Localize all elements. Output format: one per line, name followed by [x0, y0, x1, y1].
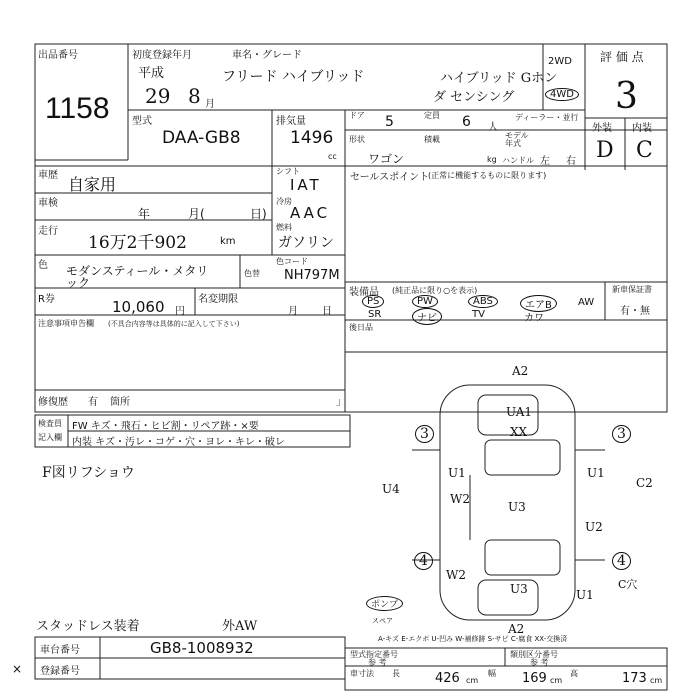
- inspector-row-1: FW キズ・飛石・ヒビ割・リペア跡・×要: [72, 421, 259, 432]
- reg-no-label: 登録番号: [40, 666, 80, 677]
- mark-a2-bottom: A2: [508, 622, 525, 636]
- mark-u3-rear: U3: [510, 582, 528, 596]
- equip-sr: SR: [368, 309, 382, 320]
- first-reg-month: 8: [188, 84, 201, 108]
- mileage-value: 16万2千902: [88, 233, 187, 253]
- history-label: 車歴: [38, 170, 58, 181]
- notes-sub: (不具合内容等は具体的に記入して下さい): [108, 320, 240, 328]
- hgt-label: 高: [570, 669, 578, 678]
- equipment-note: (純正品に限り○を表示): [392, 286, 478, 295]
- mark-u1-rear: U1: [576, 588, 594, 602]
- warranty-label: 新車保証書: [612, 285, 652, 294]
- after-goods-label: 後日品: [349, 323, 373, 332]
- kg-unit: kg: [487, 155, 497, 164]
- ref-1: 参 考: [368, 658, 387, 667]
- repair-value: 有: [88, 397, 98, 408]
- tire-fr: 3: [612, 425, 631, 443]
- name-change-month: 月: [288, 306, 298, 317]
- equip-tv: TV: [472, 309, 485, 320]
- name-change-label: 名変期限: [198, 294, 238, 305]
- alloy-note: 外AW: [222, 619, 258, 634]
- height-cm: cm: [650, 676, 663, 685]
- model-designation-label: 型式指定番号: [350, 650, 398, 659]
- height-value: 173: [622, 671, 647, 686]
- drive-2wd: 2WD: [548, 56, 572, 67]
- inspection-label: 車検: [38, 198, 58, 209]
- mark-u1-right: U1: [587, 466, 605, 480]
- shift-value: IAT: [290, 176, 322, 194]
- doors-label: ドア: [349, 111, 365, 120]
- len-label: 長: [392, 669, 400, 678]
- mark-u1-left: U1: [448, 466, 466, 480]
- ac-value: AAC: [290, 204, 331, 222]
- repair-label: 修復歴: [38, 397, 68, 408]
- lot-label: 出品番号: [38, 50, 78, 61]
- displacement-value: 1496: [290, 128, 334, 148]
- x-mark: ×: [12, 662, 23, 676]
- equip-airbag: エアB: [520, 295, 557, 312]
- length-value: 426: [435, 671, 460, 686]
- capacity-value: 6: [462, 114, 471, 130]
- notes-label: 注意事項申告欄: [38, 319, 94, 328]
- car-name-label: 車名・グレード: [232, 50, 302, 61]
- dealer-label: ディーラー・並行: [515, 113, 579, 122]
- grade-line1: ハイブリッド Gホン: [440, 71, 558, 86]
- inspector-label-1: 検査員: [38, 419, 62, 428]
- name-change-day: 日: [322, 306, 332, 317]
- color-value-2: ック: [66, 276, 91, 290]
- inspection-day: 日): [250, 207, 267, 221]
- handle-label: ハンドル: [502, 156, 534, 165]
- mark-xx: XX: [510, 425, 528, 439]
- drive-4wd: 4WD: [545, 88, 579, 101]
- doors-value: 5: [385, 114, 394, 130]
- spare-label: スペア: [372, 617, 393, 625]
- handle-right: 右: [566, 156, 576, 167]
- equip-ps: PS: [362, 295, 384, 308]
- first-reg-year: 29: [145, 84, 171, 108]
- equip-leather: カワ: [524, 313, 544, 324]
- model-label: 型式: [132, 116, 152, 127]
- capacity-unit: 人: [488, 122, 498, 133]
- mark-c2: C2: [636, 476, 653, 490]
- tire-fl: 3: [415, 425, 434, 443]
- length-cm: cm: [466, 676, 479, 685]
- chassis-value: GB8-1008932: [150, 639, 254, 657]
- mark-u2: U2: [585, 520, 603, 534]
- evaluation-label: 評 価 点: [600, 50, 644, 64]
- model-year-label: モデル年式: [505, 131, 529, 148]
- car-name: フリード ハイブリッド: [222, 69, 365, 85]
- era: 平成: [138, 66, 165, 81]
- history-value: 自家用: [68, 175, 117, 194]
- width-value: 169: [522, 671, 547, 686]
- capacity-label: 定員: [424, 111, 440, 120]
- tire-rl: 4: [414, 552, 433, 570]
- mark-w2-left: W2: [450, 492, 470, 506]
- mark-w2-rear: W2: [446, 568, 466, 582]
- month-unit: 月: [205, 99, 215, 110]
- lot-number: 1158: [45, 92, 110, 125]
- ac-label: 冷房: [276, 197, 292, 206]
- inspection-year: 年: [138, 207, 151, 221]
- exterior-label: 外装: [592, 123, 612, 134]
- color-label: 色: [38, 260, 48, 271]
- inspection-month: 月(: [188, 207, 205, 221]
- equipment-label: 装備品: [349, 287, 379, 298]
- width-cm: cm: [550, 676, 563, 685]
- recycle-value: 10,060: [112, 298, 165, 316]
- mileage-label: 走行: [38, 226, 58, 237]
- body-shape-value: ワゴン: [368, 152, 405, 166]
- mark-u4: U4: [382, 482, 400, 496]
- inspector-label-2: 記入欄: [38, 433, 62, 442]
- mark-c-hole: C穴: [618, 578, 638, 591]
- inspector-row-2: 内装 キズ・汚レ・コゲ・穴・ヨレ・キレ・破レ: [72, 437, 285, 448]
- mileage-unit: km: [220, 236, 236, 247]
- body-shape-label: 形状: [349, 135, 365, 144]
- color-change-label: 色替: [244, 269, 260, 278]
- fuel-value: ガソリン: [278, 235, 334, 251]
- sales-point-note: (正常に機能するものに限ります): [428, 171, 547, 180]
- model-value: DAA-GB8: [162, 128, 241, 148]
- color-value-1: モダンスティール・メタリ: [66, 264, 209, 278]
- pump-note: ポンプ: [366, 596, 403, 611]
- length-label: 車寸法: [350, 669, 374, 678]
- mark-u3-center: U3: [508, 500, 526, 514]
- color-code-label: 色コード: [276, 257, 308, 266]
- ref-2: 参 考: [530, 658, 549, 667]
- tire-rr: 4: [612, 552, 631, 570]
- handwritten-note: F図リフショウ: [42, 465, 135, 481]
- equip-navi: ナビ: [412, 308, 442, 325]
- sales-point-label: セールスポイント: [350, 172, 430, 183]
- classification-label: 類別区分番号: [510, 650, 558, 659]
- displacement-label: 排気量: [276, 116, 306, 127]
- equip-abs: ABS: [468, 295, 498, 308]
- recycle-unit: 円: [175, 306, 185, 317]
- repair-bracket: 箇所: [110, 397, 130, 408]
- studless-note: スタッドレス装着: [36, 619, 140, 634]
- handle-left: 左: [540, 156, 550, 167]
- recycle-label: R券: [38, 294, 55, 305]
- load-label: 積載: [424, 135, 440, 144]
- fuel-label: 燃料: [276, 223, 292, 232]
- repair-end: 」: [336, 397, 346, 408]
- shift-label: シフト: [276, 167, 300, 176]
- color-code-value: NH797M: [284, 268, 340, 283]
- exterior-grade: D: [596, 138, 614, 163]
- chassis-label: 車台番号: [40, 645, 80, 656]
- mark-ua1: UA1: [506, 405, 533, 419]
- warranty-value: 有・無: [620, 306, 650, 317]
- wid-label: 幅: [488, 669, 496, 678]
- grade-line2: ダ センシング: [433, 90, 515, 105]
- cc-unit: cc: [328, 152, 337, 161]
- first-reg-label: 初度登録年月: [132, 50, 192, 61]
- evaluation-score: 3: [615, 76, 638, 117]
- interior-label: 内装: [632, 123, 652, 134]
- equip-aw: AW: [578, 297, 595, 308]
- interior-grade: C: [636, 138, 653, 163]
- mark-a2-top: A2: [512, 364, 529, 378]
- diagram-legend: A-キズ E-エクボ U-凹み W-補修跡 S-サビ C-腐食 XX-交換済: [378, 635, 568, 643]
- equip-pw: PW: [412, 295, 438, 308]
